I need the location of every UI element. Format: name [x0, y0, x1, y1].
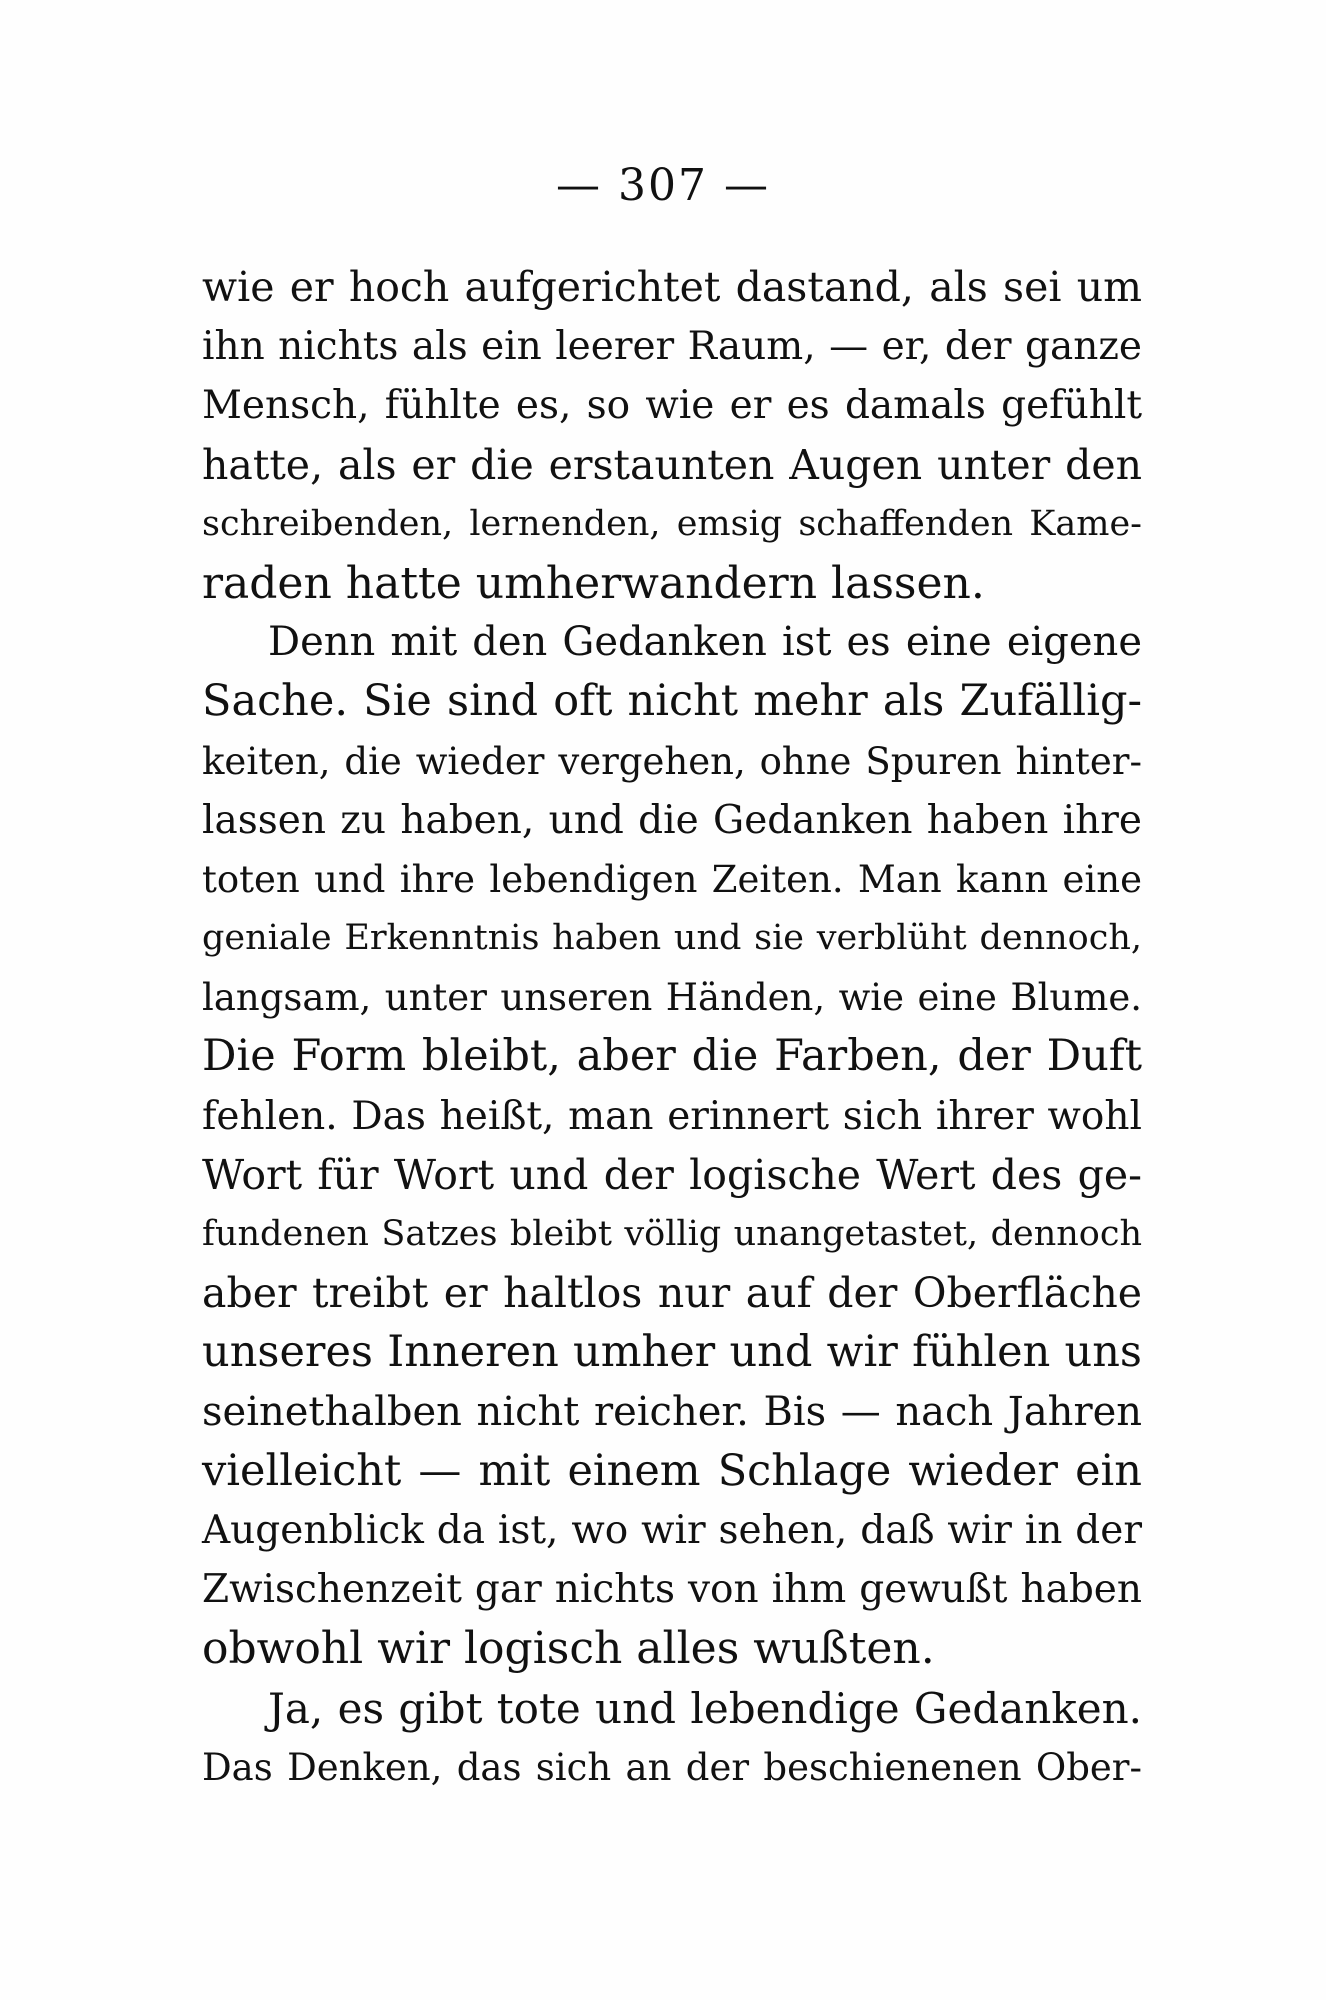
text-line: langsam, unter unseren Händen, wie eine Blume. [202, 976, 1142, 1020]
text-line: Augenblick da ist, wo wir sehen, daß wir in der [202, 1507, 1142, 1553]
text-line: Zwischenzeit gar nichts von ihm gewußt haben [202, 1567, 1142, 1613]
text-line: Die Form bleibt, aber die Farben, der Duft [202, 1031, 1142, 1082]
text-line: Ja, es gibt tote und lebendige Gedanken. [268, 1683, 1142, 1733]
text-line: raden hatte umherwandern lassen. [202, 557, 985, 609]
body-text [202, 258, 1142, 1797]
text-line: ihn nichts als ein leerer Raum, — er, der ganze [202, 324, 1142, 370]
text-line: Wort für Wort und der logische Wert des ge- [202, 1150, 1142, 1199]
text-line: fehlen. Das heißt, man erinnert sich ihrer wohl [202, 1093, 1142, 1139]
text-line: Sache. Sie sind oft nicht mehr als Zufällig- [202, 676, 1142, 727]
text-line: geniale Erkenntnis haben und sie verblüht dennoch, [202, 918, 1142, 959]
page-number: — 307 — [556, 160, 770, 211]
text-line: aber treibt er haltlos nur auf der Oberfläche [202, 1269, 1142, 1318]
text-line: lassen zu haben, und die Gedanken haben ihre [202, 797, 1142, 843]
text-line: unseres Inneren umher und wir fühlen uns [202, 1327, 1142, 1378]
text-line: Mensch, fühlte es, so wie er es damals gefühlt [202, 383, 1142, 429]
text-line: wie er hoch aufgerichtet dastand, als sei um [202, 263, 1142, 311]
text-line: hatte, als er die erstaunten Augen unter den [202, 440, 1142, 489]
text-line: Das Denken, das sich an der beschienenen Ober- [202, 1745, 1142, 1789]
text-line: schreibenden, lernenden, emsig schaffenden Kame- [202, 503, 1142, 544]
text-line: Denn mit den Gedanken ist es eine eigene [268, 619, 1142, 666]
text-line: fundenen Satzes bleibt völlig unangetastet, dennoch [202, 1214, 1142, 1254]
text-line: toten und ihre lebendigen Zeiten. Man kann eine [202, 857, 1142, 901]
text-line: seinethalben nicht reicher. Bis — nach Jahren [202, 1388, 1142, 1435]
text-line: obwohl wir logisch alles wußten. [202, 1623, 935, 1675]
text-line: vielleicht — mit einem Schlage wieder ein [202, 1445, 1142, 1496]
text-line: keiten, die wieder vergehen, ohne Spuren hinter- [202, 739, 1142, 783]
